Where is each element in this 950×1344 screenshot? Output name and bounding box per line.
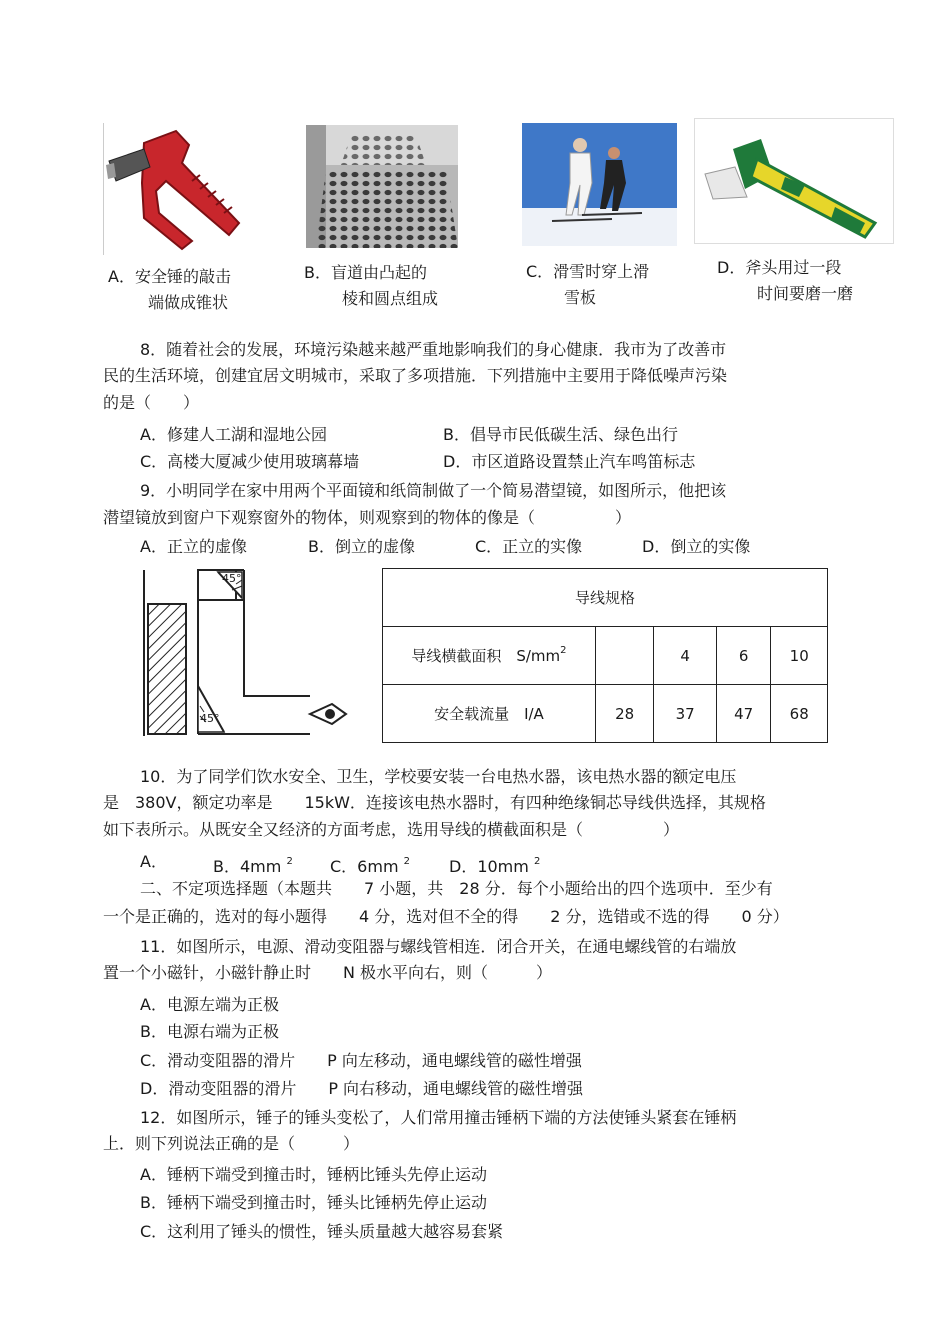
q8-stem: 8．随着社会的发展，环境污染越来越严重地影响我们的身心健康．我市为了改善市	[140, 340, 727, 359]
q11-option-c: C．滑动变阻器的滑片 P 向左移动，通电螺线管的磁性增强	[140, 1051, 582, 1070]
q11-option-d: D．滑动变阻器的滑片 P 向右移动，通电螺线管的磁性增强	[140, 1079, 584, 1098]
safety-hammer-image	[103, 123, 259, 255]
q12-stem: 上．则下列说法正确的是（ ）	[103, 1134, 360, 1153]
option-d-caption: D．斧头用过一段 时间要磨一磨	[717, 258, 854, 303]
q10-option-a: A．	[140, 852, 167, 871]
table-cell: 28	[595, 685, 654, 743]
table-cell: 4	[654, 627, 716, 685]
tactile-paving-image	[306, 125, 458, 248]
q9-option-c: C．正立的实像	[475, 537, 583, 556]
q9-stem: 潜望镜放到窗户下观察窗外的物体，则观察到的物体的像是（ ）	[103, 508, 632, 527]
q12-option-c: C．这利用了锤头的惯性，锤头质量越大越容易套紧	[140, 1222, 504, 1241]
q10-stem: 如下表所示。从既安全又经济的方面考虑，选用导线的横截面积是（ ）	[103, 820, 680, 839]
table-cell: 37	[654, 685, 716, 743]
wire-spec-table	[382, 568, 828, 743]
q9-option-d: D．倒立的实像	[642, 537, 751, 556]
q10-stem: 是 380V，额定功率是 15kW．连接该电热水器时，有四种绝缘铜芯导线供选择，其规格	[103, 793, 766, 812]
table-cell: 6	[716, 627, 771, 685]
angle-label-bottom: 45°	[200, 712, 220, 725]
q12-option-b: B．锤柄下端受到撞击时，锤头比锤柄先停止运动	[140, 1193, 487, 1212]
periscope-diagram	[140, 566, 350, 738]
section-heading: 一个是正确的，选对的每小题得 4 分，选对但不全的得 2 分，选错或不选的得 0 分）	[103, 907, 789, 926]
q11-stem: 置一个小磁针，小磁针静止时 N 极水平向右，则（ ）	[103, 963, 553, 982]
angle-label-top: 45°	[222, 572, 242, 585]
table-title: 导线规格	[383, 569, 828, 627]
q10-stem: 10．为了同学们饮水安全、卫生，学校要安装一台电热水器，该电热水器的额定电压	[140, 767, 737, 786]
q11-option-b: B．电源右端为正极	[140, 1022, 279, 1041]
option-b-caption: B．盲道由凸起的 棱和圆点组成	[304, 263, 439, 308]
table-row	[383, 627, 828, 685]
table-cell: 47	[716, 685, 771, 743]
q12-option-a: A．锤柄下端受到撞击时，锤柄比锤头先停止运动	[140, 1165, 487, 1184]
table-cell: 68	[771, 685, 828, 743]
q8-option-c: C．高楼大厦减少使用玻璃幕墙	[140, 452, 360, 471]
table-row-label: 安全载流量 I/A	[383, 685, 596, 743]
q11-option-a: A．电源左端为正极	[140, 995, 279, 1014]
table-row-label: 导线横截面积 $S/mm^2$	[383, 627, 596, 685]
q8-stem: 民的生活环境，创建宜居文明城市，采取了多项措施．下列措施中主要用于降低噪声污染	[103, 366, 728, 385]
q11-stem: 11．如图所示，电源、滑动变阻器与螺线管相连．闭合开关，在通电螺线管的右端放	[140, 937, 737, 956]
skiing-image	[522, 123, 677, 246]
section-heading: 二、不定项选择题（本题共 7 小题，共 28 分．每个小题给出的四个选项中．至少有	[140, 879, 773, 898]
q8-option-b: B．倡导市民低碳生活、绿色出行	[443, 425, 678, 444]
table-row	[383, 685, 828, 743]
axe-image	[694, 118, 894, 244]
q9-option-a: A．正立的虚像	[140, 537, 247, 556]
q9-stem: 9．小明同学在家中用两个平面镜和纸筒制做了一个简易潜望镜，如图所示，他把该	[140, 481, 727, 500]
table-cell: 10	[771, 627, 828, 685]
q8-option-a: A．修建人工湖和湿地公园	[140, 425, 327, 444]
option-c-caption: C．滑雪时穿上滑 雪板	[526, 262, 650, 307]
q8-option-d: D．市区道路设置禁止汽车鸣笛标志	[443, 452, 696, 471]
q10-option-d: D．10mm $^2$	[449, 856, 541, 876]
q8-stem: 的是（ ）	[103, 393, 200, 412]
q12-stem: 12．如图所示，锤子的锤头变松了，人们常用撞击锤柄下端的方法使锤头紧套在锤柄	[140, 1108, 737, 1127]
q9-option-b: B．倒立的虚像	[308, 537, 415, 556]
table-cell	[595, 627, 654, 685]
q10-option-b: B．4mm $^2$	[213, 856, 293, 876]
option-a-caption: A．安全锤的敲击 端做成锥状	[108, 267, 231, 312]
q10-option-c: C．6mm $^2$	[330, 856, 410, 876]
